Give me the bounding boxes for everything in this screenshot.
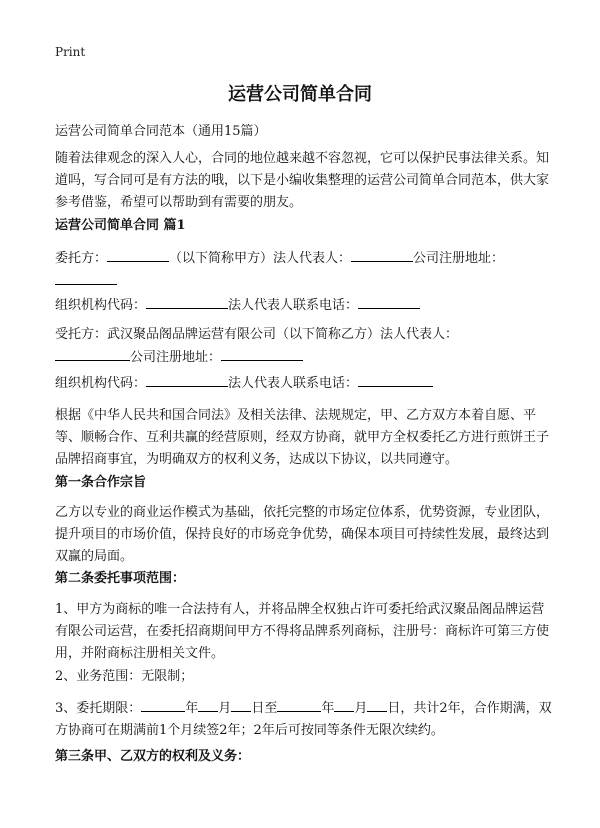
document-title: 运营公司简单合同	[228, 84, 372, 105]
end-month-unit: 月	[354, 701, 368, 716]
article1-title: 第一条合作宗旨	[55, 475, 147, 490]
article2-item2: 2、业务范围：无限制；	[55, 669, 194, 684]
article2-item3	[55, 697, 555, 742]
article2-title: 第二条委托事项范围：	[55, 571, 186, 586]
preamble-paragraph: 根据《中华人民共和国合同法》及相关法律、法规规定，甲、乙方双方本着自愿、平等、顺畅合作、互利共赢的经营原则，经双方协商，就甲方全权委托乙方进行煎饼王子品牌招商事宜，为明确双方的权利义务，达成以下协议，以共同遵守。	[55, 408, 550, 467]
party-a-addr-blank[interactable]	[55, 270, 117, 285]
start-month-blank[interactable]	[198, 697, 218, 712]
org-code-a-blank[interactable]	[146, 294, 228, 309]
party-a-name-blank[interactable]	[107, 247, 169, 262]
party-b-addr-label: 公司注册地址：	[130, 350, 222, 365]
article1-body: 乙方以专业的商业运作模式为基础，依托完整的市场定位体系，优势资源，专业团队，提升项目的市场价值，保持良好的市场竞争优势，确保本项目可持续性发展，最终达到双赢的局面。	[55, 505, 550, 564]
party-b-label: 受托方：	[55, 327, 108, 342]
party-a-rep-blank[interactable]	[351, 247, 413, 262]
org-code-a-label: 组织机构代码：	[55, 298, 147, 313]
party-a-addr-label: 公司注册地址：	[413, 251, 505, 266]
org-code-a-contact-blank[interactable]	[358, 294, 420, 309]
subtitle: 运营公司简单合同范本（通用15篇）	[55, 124, 267, 139]
start-year-blank[interactable]	[141, 697, 185, 712]
org-code-b-blank[interactable]	[146, 372, 228, 387]
section-heading: 运营公司简单合同 篇1	[55, 218, 186, 233]
party-b-addr-blank[interactable]	[221, 346, 303, 361]
party-b-line	[55, 324, 555, 369]
term-prefix: 3、委托期限：	[55, 701, 142, 716]
end-year-blank[interactable]	[277, 697, 321, 712]
org-code-a-contact-label: 法人代表人联系电话：	[228, 298, 359, 313]
org-code-b-contact-label: 法人代表人联系电话：	[228, 376, 359, 391]
party-a-label: 委托方：	[55, 251, 108, 266]
org-code-b-contact-blank[interactable]	[358, 372, 433, 387]
party-a-line	[55, 247, 555, 293]
intro-paragraph: 随着法律观念的深入人心，合同的地位越来越不容忽视，它可以保护民事法律关系。知道吗，写合同可是有方法的哦，以下是小编收集整理的运营公司简单合同范本，供大家参考借鉴，希望可以帮助到有需要的朋友。	[55, 151, 550, 210]
end-month-blank[interactable]	[334, 697, 354, 712]
start-year-unit: 年	[185, 701, 199, 716]
org-code-b-line	[55, 372, 555, 395]
end-day-blank[interactable]	[367, 697, 387, 712]
party-b-rep-blank[interactable]	[55, 346, 130, 361]
start-day-blank[interactable]	[231, 697, 251, 712]
org-code-a-line	[55, 294, 555, 317]
party-a-abbr: （以下简称甲方）法人代表人：	[169, 251, 352, 266]
start-month-unit: 月	[218, 701, 232, 716]
end-year-unit: 年	[321, 701, 335, 716]
org-code-b-label: 组织机构代码：	[55, 376, 147, 391]
article2-item1: 1、甲方为商标的唯一合法持有人，并将品牌全权独占许可委托给武汉聚品阁品牌运营有限公司运营，在委托招商期间甲方不得将品牌系列商标，注册号：商标许可第三方使用，并附商标注册相关文件。	[55, 602, 550, 661]
print-link[interactable]: Print	[55, 45, 86, 59]
party-b-name-abbr: 武汉聚品阁品牌运营有限公司（以下简称乙方）法人代表人：	[107, 327, 459, 342]
term-suffix: 日，共计2年，合作期满，双方协商可在期满前1个月续签2年；2年后可按同等条件无限次续约。	[55, 701, 552, 738]
article3-title: 第三条甲、乙双方的权利及义务：	[55, 749, 251, 764]
start-day-to: 日至	[251, 701, 278, 716]
